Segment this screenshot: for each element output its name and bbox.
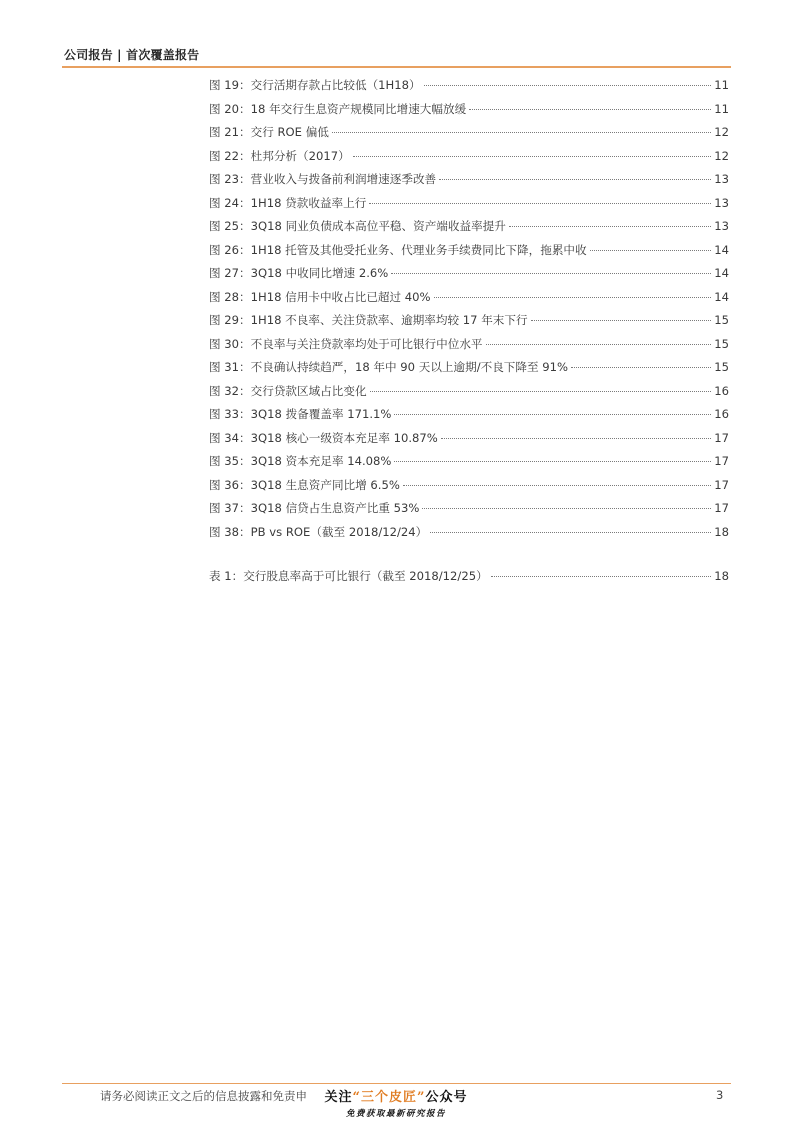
toc-entry-figure-24[interactable] <box>209 192 729 216</box>
toc-entry-label: 图 25：3Q18 同业负债成本高位平稳、资产端收益率提升 <box>209 219 506 233</box>
toc-entry-figure-35[interactable] <box>209 450 729 474</box>
toc-entry-figure-30[interactable] <box>209 333 729 357</box>
toc-entry-label: 图 28：1H18 信用卡中收占比已超过 40% <box>209 289 431 304</box>
toc-entry-page: 16 <box>714 407 729 421</box>
toc-entry-label: 图 32：交行贷款区域占比变化 <box>209 383 367 398</box>
toc-entry-table-1[interactable] <box>209 565 729 589</box>
stamp-subtitle: 免费获取最新研究报告 <box>345 1109 446 1119</box>
toc-entry-page: 15 <box>714 336 729 351</box>
toc-entry-figure-21[interactable] <box>209 121 729 145</box>
toc-entry-figure-38[interactable] <box>209 521 729 545</box>
toc-leader-dots <box>439 179 711 180</box>
toc-entry-label: 图 21：交行 ROE 偏低 <box>209 125 329 139</box>
toc-leader-dots <box>370 391 712 392</box>
toc-entry-label: 图 26：1H18 托管及其他受托业务、代理业务手续费同比下降，拖累中收 <box>209 242 587 257</box>
toc-entry-figure-29[interactable] <box>209 309 729 333</box>
toc-leader-dots <box>531 320 712 321</box>
toc-entry-figure-19[interactable] <box>209 74 729 98</box>
toc-entry-figure-22[interactable] <box>209 145 729 169</box>
toc-entry-page: 15 <box>714 360 729 374</box>
toc-leader-dots <box>332 132 711 133</box>
toc-entry-page: 14 <box>714 289 729 304</box>
stamp-prefix: 关注 <box>324 1090 353 1105</box>
toc-entry-label: 图 33：3Q18 拨备覆盖率 171.1% <box>209 407 392 421</box>
toc-entry-figure-34[interactable] <box>209 427 729 451</box>
toc-leader-dots <box>394 414 711 415</box>
toc-leader-dots <box>571 367 711 368</box>
toc-leader-dots <box>391 273 711 274</box>
toc-entry-label: 图 36：3Q18 生息资产同比增 6.5% <box>209 477 400 492</box>
toc-entry-label: 图 27：3Q18 中收同比增速 2.6% <box>209 266 389 280</box>
toc-entry-page: 13 <box>714 172 729 186</box>
toc-leader-dots <box>422 508 711 509</box>
figure-table-of-contents <box>209 74 729 589</box>
footer-disclaimer: 请务必阅读正文之后的信息披露和免责申 <box>100 1089 307 1103</box>
stamp-highlight: “三个皮匠” <box>352 1090 426 1105</box>
toc-entry-figure-36[interactable] <box>209 474 729 498</box>
toc-entry-page: 13 <box>714 195 729 210</box>
toc-entry-figure-37[interactable] <box>209 497 729 521</box>
toc-entry-figure-25[interactable] <box>209 215 729 239</box>
toc-entry-label: 图 22：杜邦分析（2017） <box>209 148 350 163</box>
toc-entry-figure-32[interactable] <box>209 380 729 404</box>
toc-leader-dots <box>590 250 712 251</box>
toc-leader-dots <box>491 576 712 577</box>
toc-entry-figure-26[interactable] <box>209 239 729 263</box>
toc-section-gap <box>209 544 729 565</box>
toc-entry-page: 18 <box>714 524 729 539</box>
toc-leader-dots <box>403 485 711 486</box>
toc-entry-page: 12 <box>714 148 729 163</box>
toc-entry-page: 17 <box>714 430 729 445</box>
toc-entry-page: 17 <box>714 454 729 468</box>
toc-entry-label: 图 19：交行活期存款占比较低（1H18） <box>209 78 421 92</box>
toc-leader-dots <box>430 532 711 533</box>
toc-entry-figure-23[interactable] <box>209 168 729 192</box>
toc-leader-dots <box>469 109 711 110</box>
toc-entry-label: 图 31：不良确认持续趋严，18 年中 90 天以上逾期/不良下降至 91% <box>209 360 569 374</box>
toc-entry-page: 11 <box>714 78 729 92</box>
header-divider <box>62 66 731 68</box>
watermark-stamp <box>311 1085 481 1122</box>
footer-divider <box>62 1083 731 1084</box>
toc-entry-figure-33[interactable] <box>209 403 729 427</box>
stamp-title <box>311 1086 481 1105</box>
toc-entry-page: 16 <box>714 383 729 398</box>
page-number: 3 <box>716 1088 724 1102</box>
toc-entry-figure-28[interactable] <box>209 286 729 310</box>
toc-entry-label: 图 24：1H18 贷款收益率上行 <box>209 195 367 210</box>
toc-leader-dots <box>509 226 711 227</box>
stamp-suffix: 公众号 <box>425 1090 468 1105</box>
toc-entry-page: 18 <box>714 569 729 583</box>
toc-entry-figure-20[interactable] <box>209 98 729 122</box>
toc-entry-label: 图 29：1H18 不良率、关注贷款率、逾期率均较 17 年末下行 <box>209 313 528 327</box>
toc-entry-label: 图 38：PB vs ROE（截至 2018/12/24） <box>209 524 428 539</box>
toc-entry-page: 15 <box>714 313 729 327</box>
toc-leader-dots <box>486 344 712 345</box>
toc-entry-label: 图 34：3Q18 核心一级资本充足率 10.87% <box>209 430 438 445</box>
toc-entry-label: 图 37：3Q18 信贷占生息资产比重 53% <box>209 501 420 515</box>
toc-leader-dots <box>394 461 711 462</box>
toc-entry-page: 13 <box>714 219 729 233</box>
toc-leader-dots <box>424 85 712 86</box>
toc-leader-dots <box>441 438 711 439</box>
toc-entry-page: 17 <box>714 501 729 515</box>
toc-entry-label: 表 1：交行股息率高于可比银行（截至 2018/12/25） <box>209 569 488 583</box>
toc-entry-label: 图 20：18 年交行生息资产规模同比增速大幅放缓 <box>209 101 467 116</box>
toc-entry-page: 11 <box>714 101 729 116</box>
toc-entry-label: 图 23：营业收入与拨备前利润增速逐季改善 <box>209 172 437 186</box>
toc-leader-dots <box>353 156 712 157</box>
toc-entry-page: 14 <box>714 242 729 257</box>
toc-entry-page: 14 <box>714 266 729 280</box>
toc-entry-figure-27[interactable] <box>209 262 729 286</box>
toc-entry-figure-31[interactable] <box>209 356 729 380</box>
toc-entry-page: 17 <box>714 477 729 492</box>
toc-entry-page: 12 <box>714 125 729 139</box>
toc-entry-label: 图 35：3Q18 资本充足率 14.08% <box>209 454 392 468</box>
toc-leader-dots <box>369 203 711 204</box>
report-header-title: 公司报告 | 首次覆盖报告 <box>64 48 200 62</box>
toc-leader-dots <box>434 297 712 298</box>
toc-entry-label: 图 30：不良率与关注贷款率均处于可比银行中位水平 <box>209 336 483 351</box>
